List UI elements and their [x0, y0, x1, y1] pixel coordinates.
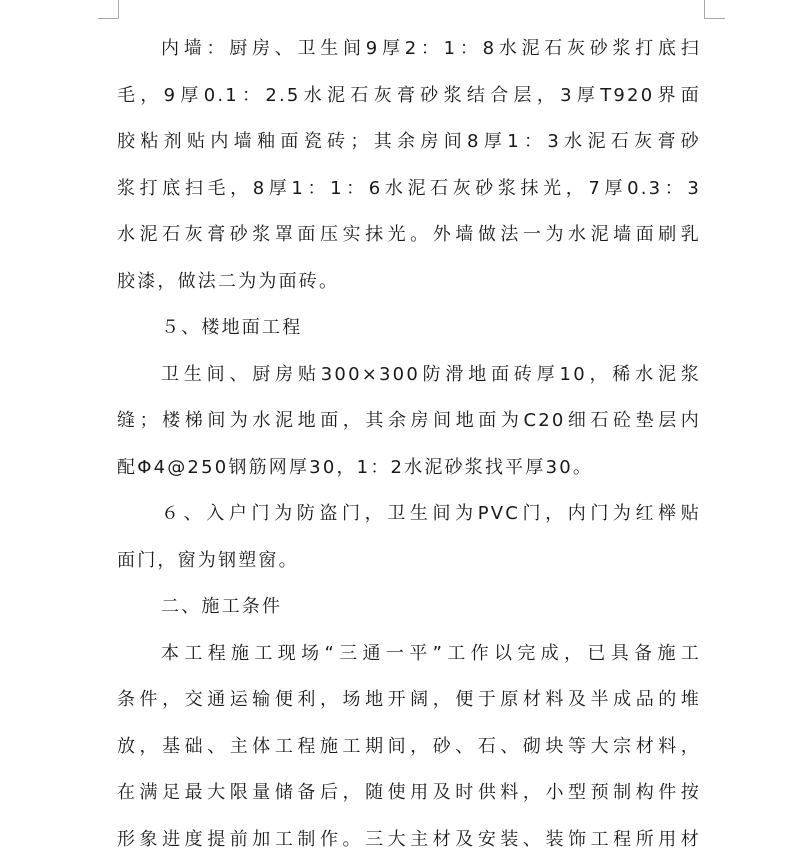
paragraph-line: 缝；楼梯间为水泥地面，其余房间地面为C20细石砼垫层内 [117, 410, 701, 431]
paragraph-line: 放，基础、主体工程施工期间，砂、石、砌块等大宗材料， [117, 735, 701, 757]
page-corner-marker-right [704, 0, 725, 19]
section-heading: ５、楼地面工程 [161, 317, 303, 338]
paragraph-line: 配Φ4@250钢筋网厚30，1：2水泥砂浆找平厚30。 [117, 456, 594, 478]
paragraph-line: 本工程施工现场“三通一平”工作以完成，已具备施工 [161, 642, 701, 664]
paragraph-line: 条件，交通运输便利，场地开阔，便于原材料及半成品的堆 [117, 689, 701, 710]
paragraph-line: 形象进度提前加工制作。三大主材及安装、装饰工程所用材 [117, 828, 701, 850]
paragraph-line: 面门，窗为钢塑窗。 [117, 549, 299, 571]
paragraph-line: 水泥石灰膏砂浆罩面压实抹光。外墙做法一为水泥墙面刷乳 [117, 224, 701, 245]
page-corner-marker-left [98, 0, 119, 19]
paragraph-line: 卫生间、厨房贴300×300防滑地面砖厚10，稀水泥浆 [161, 363, 701, 385]
paragraph-line: ６、入户门为防盗门，卫生间为PVC门，内门为红榉贴 [161, 503, 701, 524]
section-heading: 二、施工条件 [161, 596, 283, 617]
paragraph-line: 胶粘剂贴内墙釉面瓷砖；其余房间8厚1：3水泥石灰膏砂 [117, 131, 701, 152]
document-body[interactable] [117, 26, 701, 863]
paragraph-line: 内墙：厨房、卫生间9厚2：1：8水泥石灰砂浆打底扫 [161, 38, 701, 59]
paragraph-line: 毛，9厚0.1：2.5水泥石灰膏砂浆结合层，3厚T920界面 [117, 84, 701, 106]
paragraph-line: 浆打底扫毛，8厚1：1：6水泥石灰砂浆抹光，7厚0.3：3 [117, 177, 701, 199]
paragraph-line: 胶漆，做法二为为面砖。 [117, 270, 340, 292]
paragraph-line: 在满足最大限量储备后，随使用及时供料，小型预制构件按 [117, 782, 701, 803]
